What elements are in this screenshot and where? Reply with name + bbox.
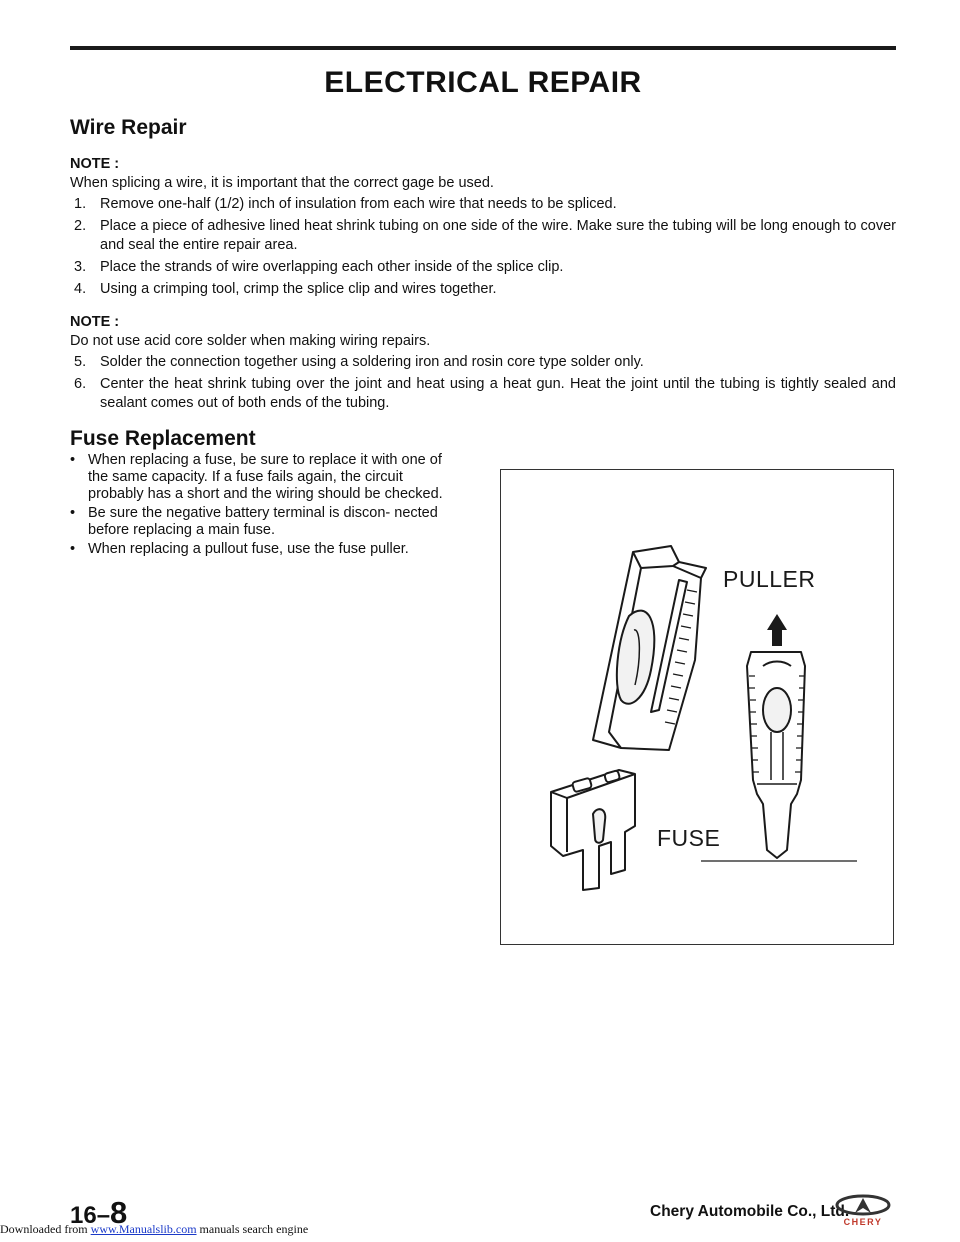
fuse-puller-figure [500,469,894,945]
bullet-glyph: • [70,505,76,521]
note-label: NOTE : [70,314,120,330]
step-text: Remove one-half (1/2) inch of insulation from each wire that needs to be spliced. [100,196,617,212]
bullet-glyph: • [70,452,76,468]
step-item [70,353,896,372]
credit-prefix: Downloaded from [0,1222,91,1236]
wire-repair-block-a [70,155,896,302]
step-number: 4. [74,281,87,297]
logo-text: CHERY [843,1217,883,1227]
note-text: Do not use acid core solder when making wiring repairs. [70,333,431,349]
step-text: Center the heat shrink tubing over the joint and heat using a heat gun. Heat the joint until the tubing is tightly sealed and sealant comes out of both ends of the tubing. [100,376,896,411]
fuse-replacement-heading: Fuse Replacement [70,427,256,450]
step-number: 3. [74,259,87,275]
wire-repair-block-b [70,313,896,416]
step-text: Place the strands of wire overlapping each other inside of the splice clip. [100,259,564,275]
page-section: 16– [70,1202,111,1229]
up-arrow-icon [767,614,787,646]
step-item [70,375,896,413]
step-text: Using a crimping tool, crimp the splice clip and wires together. [100,281,497,297]
step-number: 1. [74,196,87,212]
manualslib-link[interactable]: www.Manualslib.com [90,1222,197,1236]
credit-suffix: manuals search engine [196,1222,309,1236]
puller-perspective-drawing [593,546,706,750]
fuse-puller-illustration [501,470,895,946]
list-item [70,541,454,558]
bullet-text: Be sure the negative battery terminal is discon- nected before replacing a main fuse. [88,505,438,538]
step-item [70,217,896,255]
bullet-text: When replacing a fuse, be sure to replace it with one of the same capacity. If a fuse fails again, the circuit probably has a short and the wiring should be checked. [88,452,443,502]
page-title: ELECTRICAL REPAIR [324,66,642,99]
list-item [70,452,454,503]
step-item [70,280,896,299]
fuse-label: FUSE [657,825,721,851]
step-number: 6. [74,376,87,392]
step-item [70,258,896,277]
chery-logo [828,1194,898,1228]
puller-front-drawing [747,652,805,858]
step-number: 2. [74,218,87,234]
bullet-text: When replacing a pullout fuse, use the fuse puller. [88,541,409,557]
company-name: Chery Automobile Co., Ltd. [650,1203,850,1220]
bullet-glyph: • [70,541,76,557]
puller-label: PULLER [723,566,816,592]
list-item [70,505,454,539]
top-rule [70,46,896,50]
step-number: 5. [74,354,87,370]
wire-repair-heading: Wire Repair [70,116,187,139]
fuse-bullet-list [70,452,454,560]
step-text: Solder the connection together using a soldering iron and rosin core type solder only. [100,354,644,370]
download-credit [0,1222,308,1237]
note-text: When splicing a wire, it is important that the correct gage be used. [70,175,494,191]
step-text: Place a piece of adhesive lined heat shrink tubing on one side of the wire. Make sure the tubing will be long enough to cover and seal the entire repair area. [100,218,896,253]
page-num: 8 [110,1195,128,1230]
fuse-drawing [551,770,635,890]
step-item [70,195,896,214]
note-label: NOTE : [70,156,120,172]
